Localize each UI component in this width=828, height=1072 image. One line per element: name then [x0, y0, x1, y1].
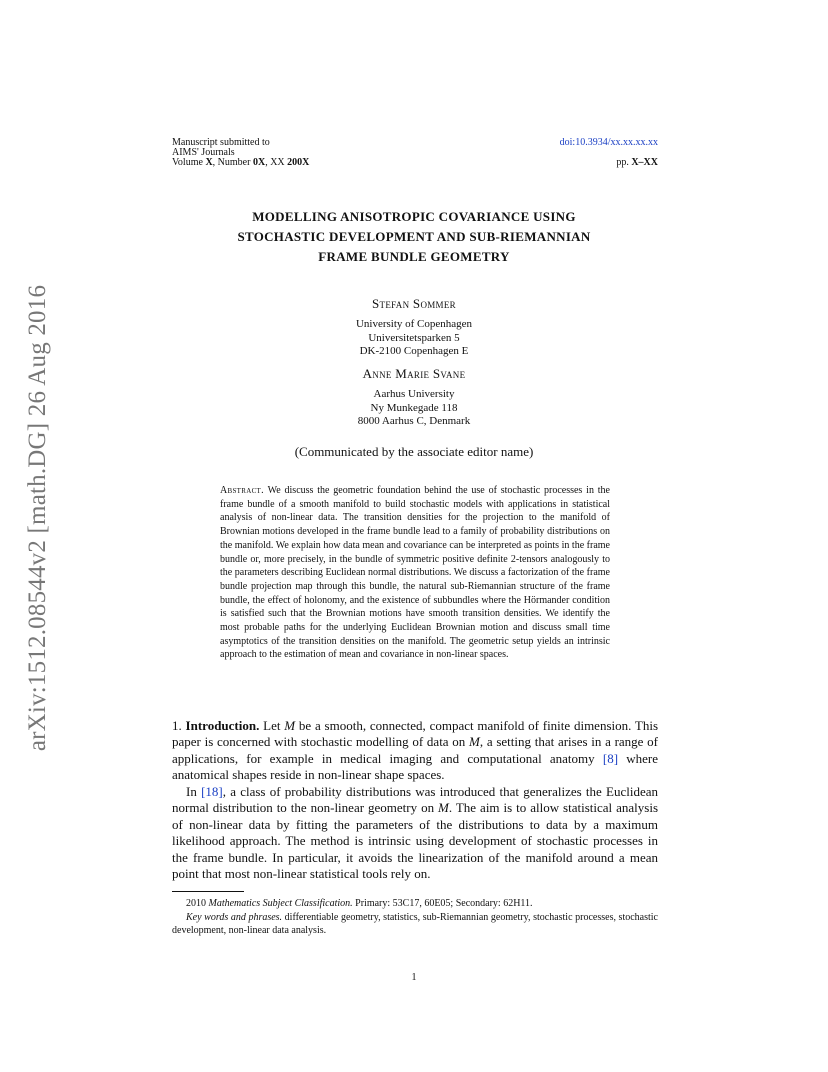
author-name: Stefan Sommer — [372, 296, 456, 311]
math-symbol: M — [284, 718, 296, 733]
journal-header-right — [480, 138, 658, 168]
affiliation-line: Aarhus University — [373, 388, 455, 400]
volume-value: X — [205, 157, 213, 168]
body-text: be a smooth, connected, compact manifold of finite dimension. This paper is concerned with stochastic modelling of data on — [172, 718, 659, 750]
msc-footnote — [172, 897, 658, 911]
journal-header-left — [172, 138, 309, 168]
number-value: 0X — [252, 157, 266, 168]
author-name: Anne Marie Svane — [362, 366, 466, 381]
citation-link[interactable]: [8] — [602, 750, 619, 766]
year-value: 200X — [287, 157, 310, 168]
msc-text: Primary: 53C17, 60E05; Secondary: 62H11. — [355, 898, 533, 909]
body-text: Let — [263, 718, 281, 733]
doi-link[interactable]: doi:10.3934/xx.xx.xx.xx — [559, 137, 658, 148]
body-text: where anatomical shapes reside in non-linear shape spaces. — [172, 750, 658, 783]
volume-line — [172, 158, 309, 168]
manuscript-line: Manuscript submitted to — [172, 137, 270, 148]
math-symbol: M — [469, 734, 480, 750]
abstract-label: Abstract. — [220, 485, 264, 496]
paper-title — [150, 207, 678, 267]
affiliation-line: Universitetsparken 5 — [368, 331, 460, 344]
volume-label: Volume — [172, 157, 203, 168]
affiliation-line: Ny Munkegade 118 — [370, 401, 458, 414]
keywords-label: Key words and phrases. — [186, 911, 283, 923]
communicated-by: (Communicated by the associate editor name) — [294, 444, 534, 459]
arxiv-identifier-stamp: arXiv:1512.08544v2 [math.DG] 26 Aug 2016 — [24, 284, 51, 752]
msc-year: 2010 — [186, 898, 206, 909]
pages-line — [480, 158, 658, 168]
body-text: In — [186, 784, 197, 799]
issue-label: , XX — [265, 157, 285, 168]
title-line: MODELLING ANISOTROPIC COVARIANCE USING — [252, 209, 576, 224]
title-line: STOCHASTIC DEVELOPMENT AND SUB-RIEMANNIAN — [237, 229, 591, 244]
affiliation-line: University of Copenhagen — [355, 318, 473, 330]
affiliation-line: DK-2100 Copenhagen E — [359, 345, 469, 357]
footnote-divider — [172, 891, 244, 892]
msc-label: Mathematics Subject Classification. — [208, 898, 353, 909]
pages-prefix: pp. — [616, 157, 629, 168]
intro-paragraph-2 — [172, 784, 658, 882]
citation-link[interactable]: [18] — [201, 784, 223, 799]
title-line: FRAME BUNDLE GEOMETRY — [318, 249, 510, 264]
pages-value: X–XX — [631, 157, 658, 168]
author-affiliation — [150, 318, 678, 359]
footnotes — [172, 897, 658, 938]
keywords-text: differentiable geometry, statistics, sub-Riemannian geometry, stochastic processes, stochastic development, non-linear data analysis. — [172, 911, 658, 936]
section-heading: Introduction. — [185, 718, 260, 733]
keywords-footnote — [172, 911, 658, 938]
author-affiliation — [150, 388, 678, 429]
section-number: 1. — [172, 718, 182, 733]
number-label: , Number — [212, 157, 251, 168]
body-text: . The aim is to allow statistical analysis of non-linear data by fitting the parameters of the distributions to data by a maximum likelihood approach. The method is intrinsic using development of stochastic processes in the frame bundle. In particular, it avoids the linearization of the manifold around a mean point that most non-linear statistical tools rely on. — [172, 800, 659, 882]
page-number: 1 — [411, 972, 417, 983]
body-text: , a setting that arises in a range of applications, for example in medical imaging and computational anatomy — [172, 734, 659, 766]
journal-name: AIMS' Journals — [172, 147, 235, 158]
intro-paragraph-1 — [172, 718, 658, 784]
abstract — [220, 484, 610, 662]
body-text: , a class of probability distributions was introduced that generalizes the Euclidean normal distribution to the non-linear geometry on — [172, 784, 659, 816]
affiliation-line: 8000 Aarhus C, Denmark — [357, 415, 471, 427]
math-symbol: M — [438, 800, 449, 816]
abstract-text: We discuss the geometric foundation behind the use of stochastic processes in the frame bundle of a smooth manifold to build stochastic models with applications in statistical analysis of non-linear data. The transition densities for the projection to the manifold of Brownian motions developed in the frame bundle lead to a family of probability distributions on the manifold. We explain how data mean and covariance can be interpreted as points in the frame bundle or, more precisely, in the bundle of symmetric positive definite 2-tensors analogously to the parameters describing Euclidean normal distributions. We discuss a factorization of the frame bundle projection map through this bundle, the natural sub-Riemannian structure of the frame bundle, the effect of holonomy, and the existence of subbundles where the Hörmander condition is satisfied such that the Brownian motions have smooth transition densities. We identify the most probable paths for the underlying Euclidean Brownian motion and discuss small time asymptotics of the transition densities on the manifold. The geometric setup yields an intrinsic approach to the estimation of mean and covariance in non-linear spaces. — [220, 485, 610, 661]
